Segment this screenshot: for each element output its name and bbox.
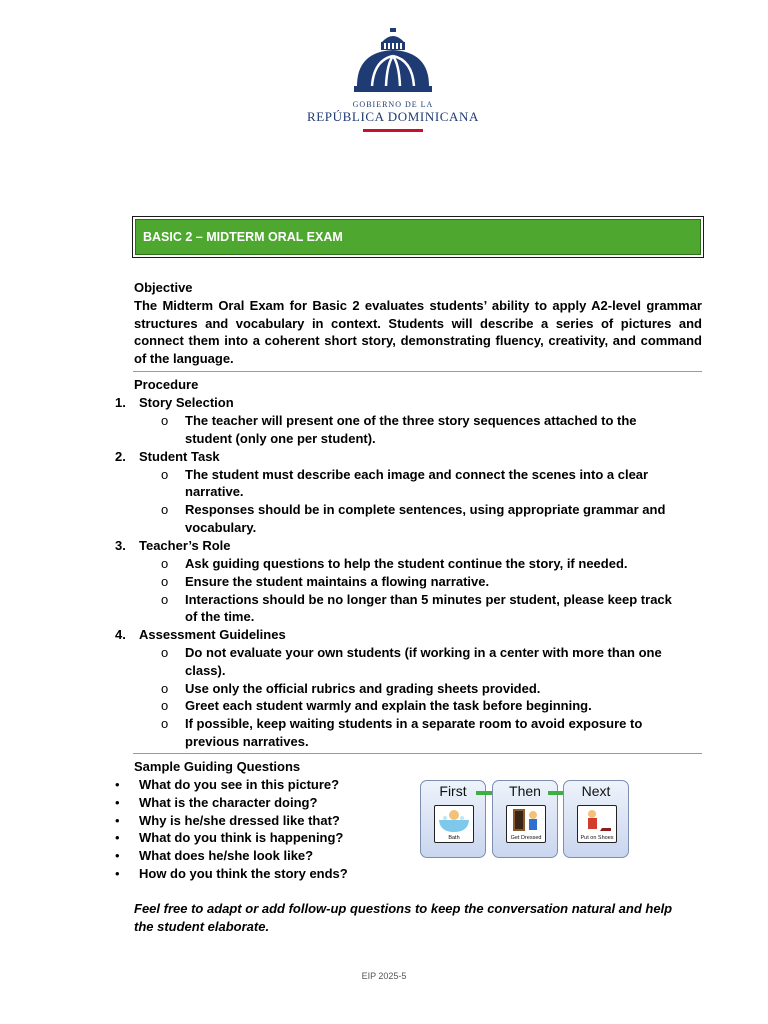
wardrobe-icon [507,806,545,836]
objective-heading: Objective [134,280,193,295]
divider [133,753,702,754]
panel-caption: Bath [448,835,460,841]
sub-bullet-icon: o [161,681,169,696]
shoes-icon [578,806,616,836]
get-dressed-picture [506,805,546,843]
bullet-icon: • [115,777,120,792]
step-title: Assessment Guidelines [139,627,286,642]
sub-bullet-icon: o [161,698,169,713]
list-item: Interactions should be no longer than 5 minutes per student, please keep track [185,592,672,607]
bullet-icon: • [115,813,120,828]
closing-note [134,900,714,935]
exam-title-banner [132,216,704,258]
list-item: student (only one per student). [185,431,376,446]
sub-bullet-icon: o [161,413,169,428]
list-item: The student must describe each image and connect the scenes into a clear [185,467,649,482]
bath-picture [434,805,474,843]
sub-bullet-icon: o [161,645,169,660]
list-item: Greet each student warmly and explain the task before beginning. [185,698,592,713]
list-item: vocabulary. [185,520,257,535]
panel-title: Next [581,783,611,799]
list-item: Ensure the student maintains a flowing narrative. [185,574,490,589]
list-item: Ask guiding questions to help the student continue the story, if needed. [185,556,628,571]
question-item: How do you think the story ends? [139,866,348,881]
step-number: 2. [115,449,126,464]
list-item: narrative. [185,484,244,499]
sub-bullet-icon: o [161,467,169,482]
bathtub-icon [435,806,473,836]
bullet-icon: • [115,866,120,881]
sequence-panel-next [563,780,629,858]
questions-heading: Sample Guiding Questions [134,759,301,774]
panel-title: Then [509,783,541,799]
list-item: Responses should be in complete sentences, using appropriate grammar and [185,502,666,517]
sub-bullet-icon: o [161,716,169,731]
list-item: Do not evaluate your own students (if working in a center with more than one [185,645,662,660]
panel-caption: Put on Shoes [580,835,614,841]
step-number: 1. [115,395,126,410]
list-item: previous narratives. [185,734,309,749]
government-logo [300,28,486,140]
list-item: If possible, keep waiting students in a separate room to avoid exposure to [185,716,643,731]
divider [133,371,702,372]
bullet-icon: • [115,830,120,845]
sub-bullet-icon: o [161,574,169,589]
question-item: What does he/she look like? [139,848,314,863]
list-item: The teacher will present one of the three story sequences attached to the [185,413,637,428]
question-item: What do you see in this picture? [139,777,340,792]
question-item: What is the character doing? [139,795,318,810]
logo-line-small: GOBIERNO DE LA [352,100,434,109]
step-number: 3. [115,538,126,553]
objective-text: The Midterm Oral Exam for Basic 2 evaluates students’ ability to apply A2-level grammar structures and vocabulary in context. Students will describe a series of pictures and connect them into a coherent short story, demonstrating fluency, creativity, and command of the language. [134,298,702,366]
logo-line-big: REPÚBLICA DOMINICANA [307,109,479,124]
first-then-next-figure [420,780,630,860]
sub-bullet-icon: o [161,556,169,571]
footer-code: EIP 2025-5 [361,971,407,981]
panel-title: First [439,783,467,799]
sub-bullet-icon: o [161,592,169,607]
closing-line: the student elaborate. [134,918,270,934]
put-on-shoes-picture [577,805,617,843]
procedure-heading: Procedure [134,377,199,392]
step-title: Student Task [139,449,220,464]
question-item: Why is he/she dressed like that? [139,813,340,828]
bullet-icon: • [115,848,120,863]
closing-line: Feel free to adapt or add follow-up questions to keep the conversation natural and help [134,901,673,916]
step-title: Teacher’s Role [139,538,231,553]
panel-caption: Get Dressed [510,835,542,841]
list-item: of the time. [185,609,255,624]
step-number: 4. [115,627,126,642]
list-item: class). [185,663,226,678]
dome-emblem-icon [352,28,434,98]
sub-bullet-icon: o [161,502,169,517]
question-item: What do you think is happening? [139,830,344,845]
step-title: Story Selection [139,395,234,410]
bullet-icon: • [115,795,120,810]
list-item: Use only the official rubrics and grading sheets provided. [185,681,541,696]
exam-title: BASIC 2 – MIDTERM ORAL EXAM [143,230,343,244]
logo-flag-bar [363,129,423,132]
